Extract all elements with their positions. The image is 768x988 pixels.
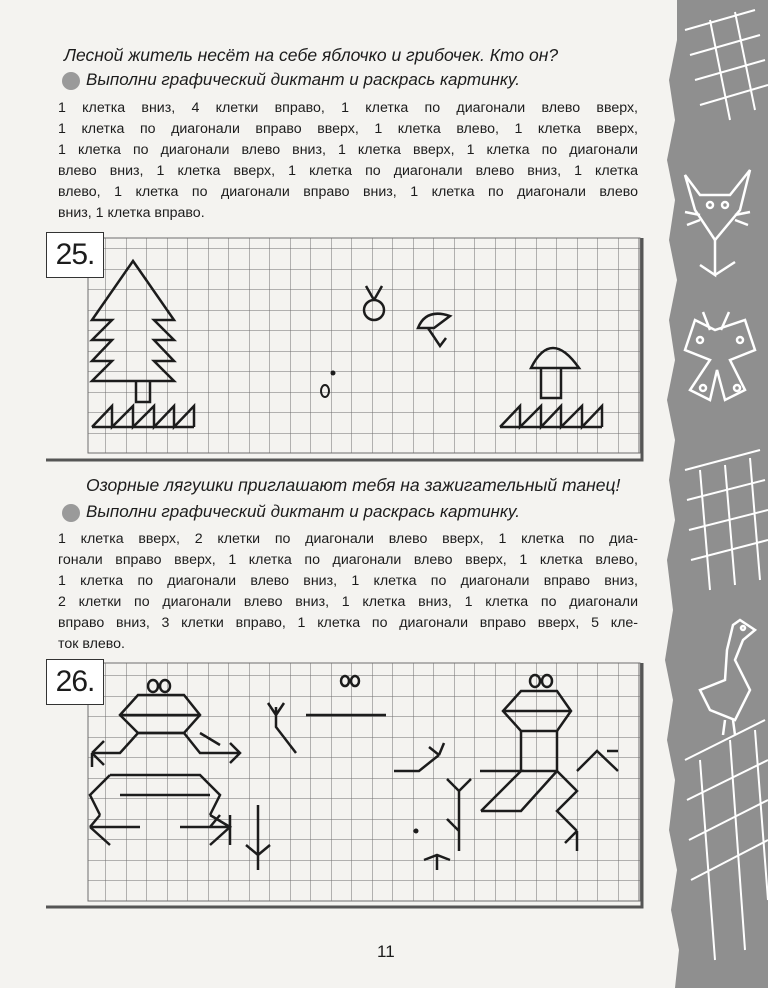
dictation-line: 2 клетки по диагонали влево вниз, 1 клетка вниз, 1 клетка по диагонали xyxy=(58,594,638,610)
page-number: 11 xyxy=(377,942,395,961)
dictation-line: 1 клетка по диагонали влево вниз, 1 клетка вверх, 1 клетка по диагонали xyxy=(58,142,638,158)
section-26-task: Выполни графический диктант и раскрась картинку. xyxy=(86,502,521,521)
decorative-side-strip xyxy=(655,0,768,988)
section-26-grid xyxy=(44,655,644,915)
section-25-heading: Лесной житель несёт на себе яблочко и грибочек. Кто он? xyxy=(64,45,559,65)
section-25-task: Выполни графический диктант и раскрась картинку. xyxy=(86,70,521,89)
start-dot xyxy=(331,371,336,376)
section-26-dictation xyxy=(58,529,638,655)
dictation-line: 1 клетка по диагонали влево вниз, 1 клетка по диагонали вправо вниз, xyxy=(58,573,638,589)
dictation-line: гонали вправо вверх, 1 клетка по диагонали влево вверх, 1 клетка влево, xyxy=(58,552,638,568)
dictation-line: влево вниз, 1 клетка вверх, 1 клетка по диагонали влево вниз, 1 клетка xyxy=(58,163,638,179)
dictation-line: вниз, 1 клетка вправо. xyxy=(58,205,205,221)
bullet-icon xyxy=(62,504,80,522)
dictation-line: 1 клетка вверх, 2 клетки по диагонали влево вверх, 1 клетка по диа- xyxy=(58,531,638,547)
dictation-line: влево, 1 клетка по диагонали вправо вниз, 1 клетка по диагонали влево xyxy=(58,184,638,200)
section-25-dictation xyxy=(58,98,638,224)
exercise-number-26: 26. xyxy=(46,659,104,705)
bullet-icon xyxy=(62,72,80,90)
section-26-heading: Озорные лягушки приглашают тебя на зажигательный танец! xyxy=(86,475,621,495)
dictation-line: 1 клетка по диагонали вправо вверх, 1 клетка влево, 1 клетка вверх, xyxy=(58,121,638,137)
dictation-line: 1 клетка вниз, 4 клетки вправо, 1 клетка по диагонали влево вверх, xyxy=(58,100,638,116)
dictation-line: ток влево. xyxy=(58,636,125,652)
dictation-line: вправо вниз, 3 клетки вправо, 1 клетка по диагонали вправо вверх, 5 кле- xyxy=(58,615,638,631)
exercise-number-25: 25. xyxy=(46,232,104,278)
section-25-grid xyxy=(44,228,644,468)
start-dot xyxy=(414,829,419,834)
